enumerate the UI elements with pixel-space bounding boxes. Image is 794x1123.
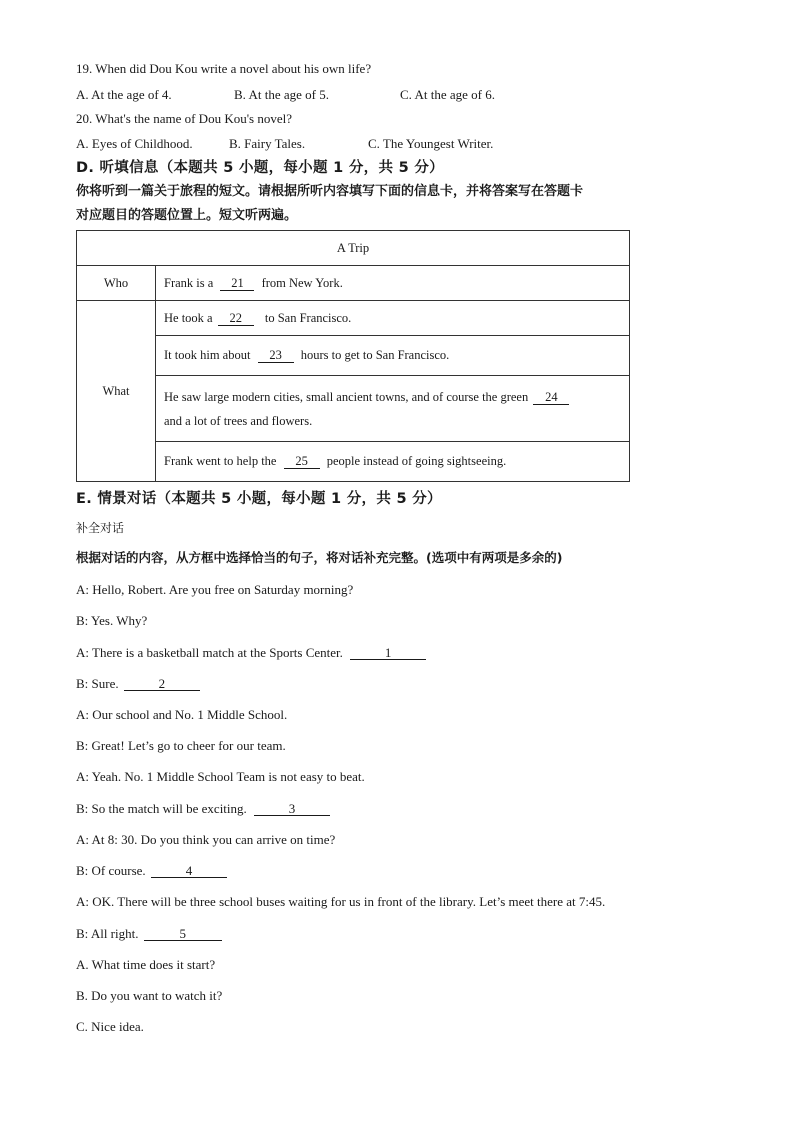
dialogue-line-9: A: At 8: 30. Do you think you can arrive on time? [76,832,336,847]
dialogue-blank-4[interactable]: 4 [151,864,227,878]
q19-option-c: C. At the age of 6. [400,87,495,102]
row23-text-pre: It took him about [164,348,251,362]
dialogue-line-4-text: B: Sure. [76,676,119,691]
dialogue-blank-1[interactable]: 1 [350,646,426,660]
dialogue-line-8-text: B: So the match will be exciting. [76,801,247,816]
dialogue-blank-3[interactable]: 3 [254,802,330,816]
dialogue-line-12 [76,926,222,942]
card-cell-23 [156,336,630,376]
row22-text-pre: He took a [164,310,213,325]
dialogue-line-3-text: A: There is a basketball match at the Sports Center. [76,645,343,660]
row22-text-post: to San Francisco. [264,310,352,325]
card-title: A Trip [77,231,630,266]
row24-line-1 [164,385,621,409]
dialogue-blank-5[interactable]: 5 [144,927,222,941]
choice-a: A. What time does it start? [76,957,216,972]
dialogue-line-6: B: Great! Let’s go to cheer for our team. [76,738,286,753]
info-card-table [76,230,630,482]
row24-text-pre: He saw large modern cities, small ancient towns, and of course the green [164,389,529,404]
row24-line-2: and a lot of trees and flowers. [164,413,313,428]
blank-23[interactable]: 23 [258,349,294,363]
card-row-24 [77,376,630,442]
question-19-stem: 19. When did Dou Kou write a novel about his own life? [76,61,372,76]
dialogue-blank-2[interactable]: 2 [124,677,200,691]
q19-option-a: A. At the age of 4. [76,87,172,102]
card-cell-25 [156,442,630,482]
card-row-22 [77,301,630,336]
card-cell-22 [156,301,630,336]
blank-25[interactable]: 25 [284,455,320,469]
section-e-subheading: 补全对话 [76,521,125,535]
row23-text-post: hours to get to San Francisco. [300,348,450,362]
section-d-instruction-1: 你将听到一篇关于旅程的短文。请根据所听内容填写下面的信息卡，并将答案写在答题卡 [76,184,584,199]
dialogue-line-3 [76,645,426,661]
card-what-label: What [77,301,156,482]
question-20-stem: 20. What's the name of Dou Kou's novel? [76,111,293,126]
dialogue-line-5: A: Our school and No. 1 Middle School. [76,707,288,722]
row25-text-post: people instead of going sightseeing. [326,454,507,468]
dialogue-line-1: A: Hello, Robert. Are you free on Saturday morning? [76,582,354,597]
dialogue-line-12-text: B: All right. [76,926,139,941]
dialogue-line-8 [76,801,330,817]
choice-b: B. Do you want to watch it? [76,988,223,1003]
dialogue-line-10 [76,863,227,879]
row21-text-pre: Frank is a [164,275,214,290]
q20-option-c: C. The Youngest Writer. [368,136,494,151]
section-e-heading: E. 情景对话（本题共 5 小题，每小题 1 分，共 5 分） [76,491,442,507]
section-d-instruction-2: 对应题目的答题位置上。短文听两遍。 [76,208,298,223]
card-row-23 [77,336,630,376]
dialogue-line-7: A: Yeah. No. 1 Middle School Team is not easy to beat. [76,769,365,784]
card-cell-24 [156,376,630,442]
card-row-21 [156,266,630,301]
dialogue-line-10-text: B: Of course. [76,863,146,878]
card-row-who [77,266,630,301]
section-d-heading: D. 听填信息（本题共 5 小题，每小题 1 分，共 5 分） [76,160,444,176]
choice-c: C. Nice idea. [76,1019,144,1034]
card-row-25 [77,442,630,482]
dialogue-line-11: A: OK. There will be three school buses waiting for us in front of the library. Let’s meet there at 7:45. [76,894,606,909]
q20-option-a: A. Eyes of Childhood. [76,136,193,151]
blank-22[interactable]: 22 [218,312,254,326]
dialogue-line-2: B: Yes. Why? [76,613,148,628]
blank-24[interactable]: 24 [533,391,569,405]
card-title-row [77,231,630,266]
q20-option-b: B. Fairy Tales. [229,136,306,151]
card-who-label: Who [77,266,156,301]
row21-text-post: from New York. [261,275,343,290]
row25-text-pre: Frank went to help the [164,454,277,468]
section-e-instruction: 根据对话的内容，从方框中选择恰当的句子，将对话补充完整。(选项中有两项是多余的) [76,550,563,565]
dialogue-line-4 [76,676,200,692]
blank-21[interactable]: 21 [220,277,254,291]
q19-option-b: B. At the age of 5. [234,87,329,102]
